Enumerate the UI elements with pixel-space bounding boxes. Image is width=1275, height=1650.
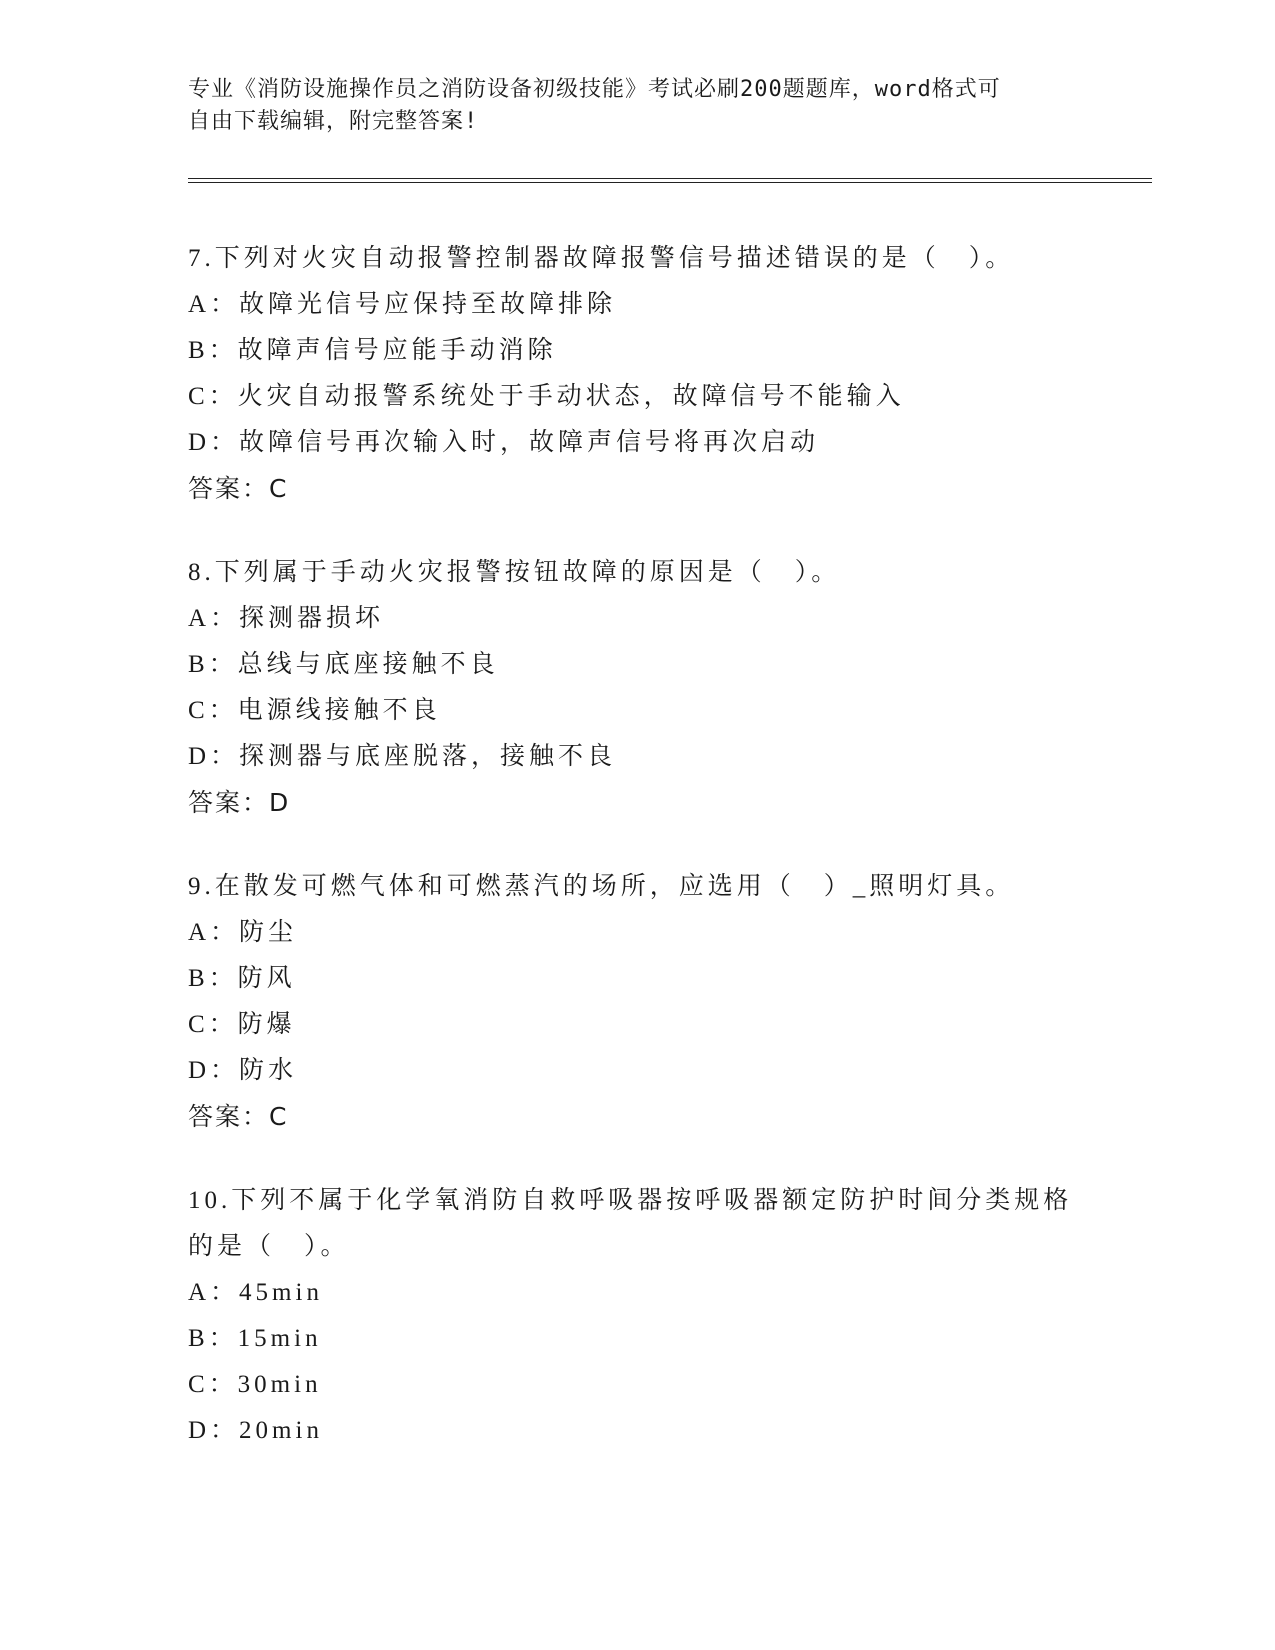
question-8 (188, 550, 1088, 826)
option-c: C：30min (188, 1371, 322, 1398)
option-b: B：故障声信号应能手动消除 (188, 337, 557, 364)
option-d: D：故障信号再次输入时，故障声信号将再次启动 (188, 429, 820, 456)
question-text: 7.下列对火灾自动报警控制器故障报警信号描述错误的是（ ）。 (188, 245, 1015, 272)
option-b: B：15min (188, 1325, 322, 1352)
question-10 (188, 1178, 1088, 1454)
question-list (188, 236, 1088, 1492)
answer: 答案：C (188, 474, 289, 503)
question-text-line-2: 的是（ ）。 (188, 1233, 350, 1260)
question-text-line-1: 10.下列不属于化学氧消防自救呼吸器按呼吸器额定防护时间分类规格 (188, 1187, 1073, 1214)
answer: 答案：D (188, 788, 291, 817)
option-c: C：防爆 (188, 1011, 296, 1038)
option-b: B：总线与底座接触不良 (188, 651, 499, 678)
header-divider-bottom (188, 182, 1152, 183)
option-a: A：探测器损坏 (188, 605, 385, 632)
header-line-1: 专业《消防设施操作员之消防设备初级技能》考试必刷200题题库，word格式可 (188, 77, 1001, 102)
option-d: D：20min (188, 1417, 323, 1444)
document-header (188, 74, 1068, 138)
question-text: 9.在散发可燃气体和可燃蒸汽的场所，应选用（ ）_照明灯具。 (188, 873, 1015, 900)
option-c: C：电源线接触不良 (188, 697, 441, 724)
option-a: A：防尘 (188, 919, 298, 946)
question-9 (188, 864, 1088, 1140)
option-b: B：防风 (188, 965, 296, 992)
question-text: 8.下列属于手动火灾报警按钮故障的原因是（ ）。 (188, 559, 841, 586)
option-a: A：45min (188, 1279, 323, 1306)
question-text (188, 1178, 1088, 1270)
option-d: D：防水 (188, 1057, 298, 1084)
option-a: A：故障光信号应保持至故障排除 (188, 291, 617, 318)
header-line-2: 自由下载编辑，附完整答案! (188, 109, 479, 134)
answer: 答案：C (188, 1102, 289, 1131)
option-c: C：火灾自动报警系统处于手动状态，故障信号不能输入 (188, 383, 905, 410)
question-7 (188, 236, 1088, 512)
header-divider-top (188, 178, 1152, 179)
option-d: D：探测器与底座脱落，接触不良 (188, 743, 617, 770)
